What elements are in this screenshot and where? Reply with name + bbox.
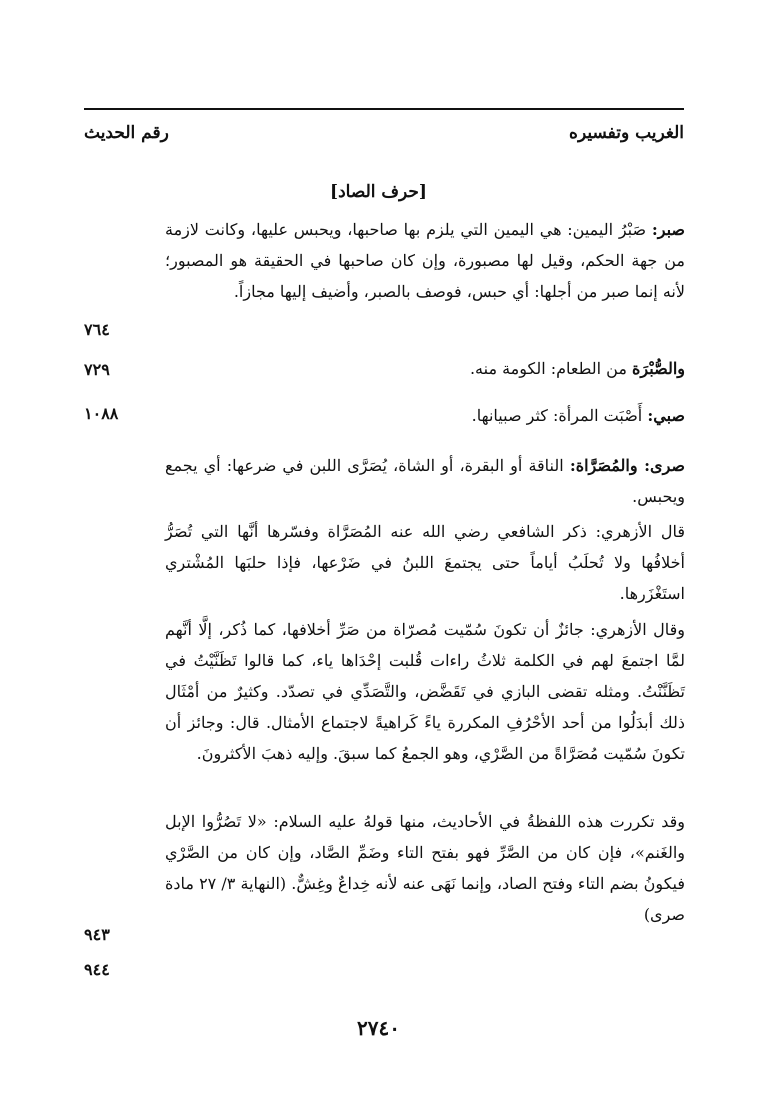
- hadith-number: ٩٤٤: [84, 960, 110, 979]
- headword: والصُّبْرَة: [632, 359, 685, 378]
- entry-sabi: [165, 400, 685, 431]
- paragraph-azhari-2: [165, 614, 685, 769]
- paragraph-text: قال الأزهري: ذكر الشافعي رضي الله عنه المُصَرَّاة وفسّرها أنَّها التي تُصَرُّ أخلافُها ولا تُحلَبُ أياماً حتى يجتمعَ اللبنُ في ضَرْعها، فإذا حلبَها المُشْتري استَغْزَرها.: [165, 522, 685, 603]
- book-title: الغريب وتفسيره: [569, 123, 684, 143]
- paragraph-text: وقال الأزهري: جائزٌ أن تكونَ سُمّيت مُصرّاة من صَرِّ أخلافها، كما ذُكر، إلَّا أنَّهم لمَّا اجتمعَ لهم في الكلمة ثلاثُ راءات قُلبت إحْدَاها ياء، كما قالوا تَظَنَّيْتُ في تَظَنَّنْتُ. ومثله تقضى البازي في تَقَضَّض، والتَّصَدِّي في تصدّد. وكثيرٌ من أمْثَال ذلك أبدَلُوا من أحد الأحْرُفِ المكررة ياءً كَراهيةً لاجتماع الأمثال. قال: وجائز أن تكونَ سُمّيت مُصَرَّاةً من الصَّرْي، وهو الجمعُ كما سبقَ. وإليه ذهبَ الأكثرونَ.: [165, 620, 685, 763]
- headword: صبي:: [647, 406, 685, 425]
- entry-text: أَصْبَت المرأة: كثر صبيانها.: [471, 406, 643, 425]
- entry-text: الناقة أو البقرة، أو الشاة، يُصَرَّى اللبن في ضرعها: أي يجمع ويحبس.: [165, 456, 685, 506]
- headword: صرى: والمُصَرَّاة:: [569, 456, 685, 475]
- header-rule: [84, 108, 684, 110]
- entry-sabr: [165, 214, 685, 307]
- entry-text: صَبْرُ اليمين: هي اليمين التي يلزم بها صاحبها، ويحبس عليها، وكانت لازمة من جهة الحكم، وقيل لها مصبورة، وإن كان صاحبها في الحقيقة هو المصبور؛ لأنه إنما صبر من أجلها: أي حبس، فوصف بالصبر، وأضيف إليها مجازاً.: [165, 220, 685, 301]
- page-number: ٢٧٤٠: [357, 1016, 400, 1040]
- paragraph-text: وقد تكررت هذه اللفظةُ في الأحاديث، منها قولهُ عليه السلام: «لا تَصُرُّوا الإبل والغَنم»، فإن كان من الصَّرِّ فهو بفتح التاء وضَمِّ الصَّاد، وإن كان من الصَّرْي فيكونُ بضم التاء وفتح الصاد، وإنما نَهَى عنه لأنه خِداعٌ وغِشٌّ. (النهاية ٣/ ٢٧ مادة صرى): [165, 812, 686, 924]
- section-title: [حرف الصاد]: [330, 182, 427, 202]
- hadith-number: ٧٢٩: [84, 360, 110, 379]
- headword: صبر:: [651, 220, 685, 239]
- column-title: رقم الحديث: [84, 123, 169, 143]
- hadith-number: ٧٦٤: [84, 320, 110, 339]
- entry-subra: [165, 353, 685, 384]
- paragraph-hadith: [165, 806, 685, 930]
- entry-sara: [165, 450, 685, 512]
- page-header: [84, 118, 684, 148]
- hadith-number: ١٠٨٨: [84, 404, 119, 423]
- hadith-number: ٩٤٣: [84, 925, 110, 944]
- paragraph-azhari-1: [165, 516, 685, 609]
- entry-text: من الطعام: الكومة منه.: [469, 359, 627, 378]
